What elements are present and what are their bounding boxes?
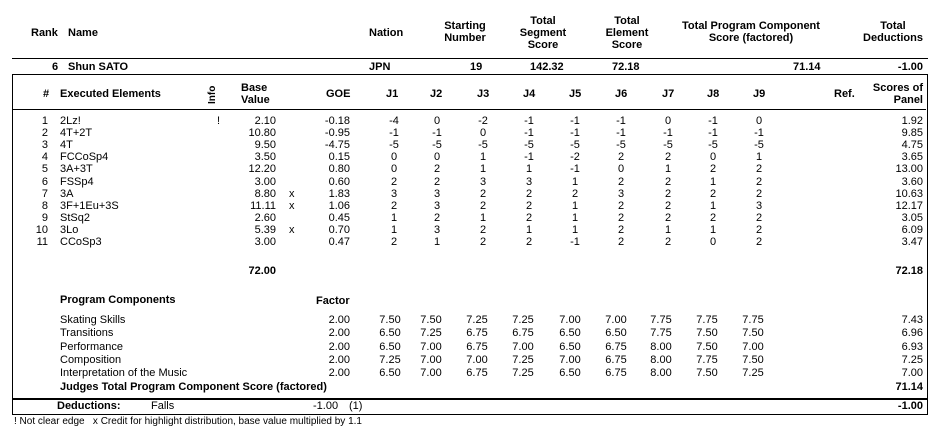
rank-header: Rank bbox=[31, 27, 58, 39]
component-judge-score: 6.50 bbox=[559, 340, 581, 353]
element-judge-score: 2 bbox=[755, 223, 763, 236]
element-judge-score: -1 bbox=[616, 127, 626, 140]
component-judge-score: 7.25 bbox=[512, 314, 534, 326]
element-goe: 1.83 bbox=[328, 187, 350, 200]
component-judge-score: 7.50 bbox=[742, 327, 764, 340]
element-judge-score: 1 bbox=[571, 211, 579, 224]
element-judge-score: 1 bbox=[709, 223, 717, 236]
element-base-value: 11.11 bbox=[250, 199, 276, 212]
factor-header: Factor bbox=[316, 295, 350, 307]
element-judge-score: 2 bbox=[709, 163, 717, 176]
element-judge-score: 2 bbox=[571, 187, 579, 200]
footnote: ! Not clear edge x Credit for highlight distribution, base value multiplied by 1.1 bbox=[14, 416, 362, 427]
component-judge-score: 7.25 bbox=[379, 353, 401, 366]
element-judge-score: 1 bbox=[571, 223, 579, 236]
element-panel-score: 3.65 bbox=[901, 151, 923, 164]
element-number: 1 bbox=[41, 115, 48, 127]
element-goe: -0.18 bbox=[324, 115, 350, 127]
element-base-value: 2.10 bbox=[254, 115, 276, 127]
element-panel-score: 12.17 bbox=[895, 199, 923, 212]
component-name: Transitions bbox=[60, 327, 114, 340]
element-judge-score: 0 bbox=[433, 115, 441, 127]
info-header: Info bbox=[207, 85, 218, 104]
skater-starting-number: 19 bbox=[470, 61, 483, 73]
element-goe: 0.15 bbox=[328, 151, 350, 164]
component-judge-score: 6.50 bbox=[559, 327, 581, 340]
element-bonus-mark: x bbox=[289, 187, 295, 200]
element-judge-score: 1 bbox=[664, 223, 672, 236]
element-judge-score: 2 bbox=[664, 211, 672, 224]
element-goe: 0.70 bbox=[328, 223, 350, 236]
element-judge-score: -5 bbox=[389, 139, 399, 152]
element-judge-score: 1 bbox=[390, 211, 398, 224]
element-base-value: 3.00 bbox=[254, 175, 276, 188]
element-judge-score: -2 bbox=[478, 115, 488, 127]
element-judge-score: -1 bbox=[570, 163, 580, 176]
component-judge-score: 8.00 bbox=[650, 367, 672, 380]
element-judge-score: -1 bbox=[432, 127, 442, 140]
element-judge-score: 0 bbox=[390, 163, 398, 176]
element-judge-score: -5 bbox=[616, 139, 626, 152]
element-judge-score: -5 bbox=[754, 139, 764, 152]
deductions-box bbox=[12, 398, 928, 415]
element-number: 8 bbox=[41, 199, 48, 212]
component-judge-score: 7.00 bbox=[420, 340, 442, 353]
element-goe: 0.60 bbox=[328, 175, 350, 188]
divider bbox=[12, 58, 928, 59]
skater-nation: JPN bbox=[369, 61, 391, 73]
judge-header: J7 bbox=[662, 88, 675, 100]
ref-header: Ref. bbox=[834, 88, 855, 100]
element-name: 4T+2T bbox=[60, 127, 93, 140]
component-judge-score: 7.75 bbox=[650, 314, 672, 326]
name-header: Name bbox=[68, 27, 98, 39]
component-judge-score: 7.50 bbox=[420, 314, 442, 326]
component-judge-score: 7.25 bbox=[512, 367, 534, 380]
element-base-value: 12.20 bbox=[248, 163, 276, 176]
element-judge-score: 2 bbox=[390, 236, 398, 248]
component-judge-score: 8.00 bbox=[650, 353, 672, 366]
element-goe: 0.80 bbox=[328, 163, 350, 176]
element-bonus-mark: x bbox=[289, 223, 295, 236]
component-factor: 2.00 bbox=[328, 340, 350, 353]
element-judge-score: -1 bbox=[524, 115, 534, 127]
element-judge-score: -5 bbox=[708, 139, 718, 152]
element-number: 5 bbox=[41, 163, 48, 176]
skater-deductions: -1.00 bbox=[897, 61, 923, 73]
element-judge-score: -1 bbox=[616, 115, 626, 127]
component-judge-score: 6.50 bbox=[605, 327, 627, 340]
element-judge-score: 2 bbox=[479, 199, 487, 212]
element-base-value: 10.80 bbox=[248, 127, 276, 140]
element-judge-score: 3 bbox=[433, 199, 441, 212]
component-judge-score: 7.75 bbox=[742, 314, 764, 326]
element-number: 3 bbox=[41, 139, 48, 152]
component-panel-score: 6.96 bbox=[901, 327, 923, 340]
element-judge-score: 2 bbox=[617, 211, 625, 224]
element-name: 3A bbox=[60, 187, 74, 200]
element-goe: 0.45 bbox=[328, 211, 350, 224]
element-judge-score: 2 bbox=[664, 199, 672, 212]
element-judge-score: 1 bbox=[433, 236, 441, 248]
base-value-header: Base Value bbox=[241, 82, 270, 106]
element-number: 11 bbox=[36, 236, 48, 248]
component-factor: 2.00 bbox=[328, 367, 350, 380]
element-name: CCoSp3 bbox=[60, 236, 102, 248]
element-judge-score: 1 bbox=[571, 199, 579, 212]
component-judge-score: 6.75 bbox=[512, 327, 534, 340]
element-judge-score: 2 bbox=[433, 163, 441, 176]
component-judge-score: 6.75 bbox=[466, 367, 488, 380]
element-judge-score: 2 bbox=[755, 236, 763, 248]
component-panel-score: 7.43 bbox=[901, 314, 923, 326]
element-judge-score: 3 bbox=[755, 199, 763, 212]
element-judge-score: 1 bbox=[525, 223, 533, 236]
component-judge-score: 7.00 bbox=[559, 314, 581, 326]
element-judge-score: 2 bbox=[664, 151, 672, 164]
judge-header: J6 bbox=[615, 88, 628, 100]
element-judge-score: 1 bbox=[571, 175, 579, 188]
element-judge-score: -1 bbox=[708, 115, 718, 127]
element-judge-score: 2 bbox=[617, 236, 625, 248]
element-number: 4 bbox=[41, 151, 48, 164]
element-judge-score: 0 bbox=[479, 127, 487, 140]
base-value-total: 72.00 bbox=[248, 265, 276, 277]
element-panel-score: 1.92 bbox=[901, 115, 923, 127]
element-judge-score: -1 bbox=[524, 151, 534, 164]
component-judge-score: 7.50 bbox=[379, 314, 401, 326]
element-judge-score: 1 bbox=[525, 163, 533, 176]
skater-name: Shun SATO bbox=[68, 61, 129, 73]
element-judge-score: 2 bbox=[617, 175, 625, 188]
element-judge-score: 3 bbox=[433, 223, 441, 236]
component-judge-score: 7.25 bbox=[420, 327, 442, 340]
judge-header: J4 bbox=[523, 88, 536, 100]
element-base-value: 2.60 bbox=[254, 211, 276, 224]
element-info: ! bbox=[217, 115, 221, 127]
component-panel-score: 7.00 bbox=[901, 367, 923, 380]
judges-total-label: Judges Total Program Component Score (factored) bbox=[60, 381, 327, 393]
component-judge-score: 8.00 bbox=[650, 340, 672, 353]
element-judge-score: 2 bbox=[525, 199, 533, 212]
component-judge-score: 6.75 bbox=[605, 367, 627, 380]
element-judge-score: 0 bbox=[709, 236, 717, 248]
element-judge-score: 2 bbox=[617, 151, 625, 164]
element-name: 3A+3T bbox=[60, 163, 93, 176]
element-judge-score: 2 bbox=[479, 236, 487, 248]
component-judge-score: 6.50 bbox=[379, 367, 401, 380]
component-name: Composition bbox=[60, 353, 122, 366]
scores-of-panel-header: Scores of Panel bbox=[872, 82, 923, 106]
element-judge-score: 3 bbox=[479, 175, 487, 188]
element-judge-score: -5 bbox=[663, 139, 673, 152]
element-goe: 1.06 bbox=[328, 199, 350, 212]
component-judge-score: 6.75 bbox=[605, 340, 627, 353]
element-number: 10 bbox=[35, 223, 48, 236]
element-goe: -0.95 bbox=[324, 127, 350, 140]
component-judge-score: 7.25 bbox=[466, 314, 488, 326]
element-judge-score: 2 bbox=[617, 199, 625, 212]
element-judge-score: 2 bbox=[755, 211, 763, 224]
segment-score-header: Total Segment Score bbox=[519, 15, 567, 51]
element-judge-score: 1 bbox=[664, 163, 672, 176]
element-judge-score: -1 bbox=[570, 127, 580, 140]
element-judge-score: 2 bbox=[433, 175, 441, 188]
element-judge-score: -1 bbox=[524, 127, 534, 140]
deductions-header: Total Deductions bbox=[863, 20, 923, 44]
num-header: # bbox=[43, 88, 50, 100]
goe-header: GOE bbox=[326, 88, 351, 100]
deduction-type: Falls bbox=[151, 400, 175, 412]
deductions-label: Deductions: bbox=[57, 400, 121, 412]
panel-total: 72.18 bbox=[895, 265, 923, 277]
element-judge-score: -4 bbox=[389, 115, 399, 127]
element-judge-score: 2 bbox=[433, 211, 441, 224]
element-judge-score: -1 bbox=[570, 236, 580, 248]
element-base-value: 9.50 bbox=[254, 139, 276, 152]
deduction-value: -1.00 bbox=[313, 400, 339, 412]
component-name: Interpretation of the Music bbox=[60, 367, 188, 380]
element-panel-score: 3.60 bbox=[901, 175, 923, 188]
element-name: FSSp4 bbox=[60, 175, 94, 188]
element-judge-score: 1 bbox=[709, 175, 717, 188]
element-number: 2 bbox=[41, 127, 48, 140]
program-components-title: Program Components bbox=[60, 294, 176, 306]
starting-number-header: Starting Number bbox=[444, 20, 486, 44]
element-name: StSq2 bbox=[60, 211, 90, 224]
component-judge-score: 7.25 bbox=[742, 367, 764, 380]
element-number: 6 bbox=[41, 175, 48, 188]
element-judge-score: 1 bbox=[390, 223, 398, 236]
component-factor: 2.00 bbox=[328, 353, 350, 366]
component-judge-score: 7.00 bbox=[420, 353, 442, 366]
element-name: 3Lo bbox=[60, 223, 79, 236]
component-judge-score: 7.75 bbox=[650, 327, 672, 340]
element-judge-score: -1 bbox=[663, 127, 673, 140]
element-name: FCCoSp4 bbox=[60, 151, 109, 164]
skater-element-score: 72.18 bbox=[612, 61, 640, 73]
component-judge-score: 6.50 bbox=[379, 327, 401, 340]
component-factor: 2.00 bbox=[328, 327, 350, 340]
element-name: 4T bbox=[60, 139, 73, 152]
pcs-header: Total Program Component Score (factored) bbox=[682, 20, 820, 44]
element-judge-score: 0 bbox=[755, 115, 763, 127]
element-name: 2Lz! bbox=[60, 115, 81, 127]
judges-total-value: 71.14 bbox=[895, 381, 923, 393]
component-judge-score: 7.25 bbox=[512, 353, 534, 366]
element-base-value: 8.80 bbox=[254, 187, 276, 200]
deduction-count: (1) bbox=[349, 400, 363, 412]
element-number: 7 bbox=[41, 187, 48, 200]
element-judge-score: 2 bbox=[664, 175, 672, 188]
element-judge-score: 2 bbox=[525, 211, 533, 224]
element-judge-score: 1 bbox=[709, 199, 717, 212]
element-panel-score: 13.00 bbox=[895, 163, 923, 176]
component-judge-score: 7.00 bbox=[420, 367, 442, 380]
element-judge-score: 3 bbox=[525, 175, 533, 188]
skater-pcs: 71.14 bbox=[793, 61, 821, 73]
element-judge-score: 2 bbox=[709, 187, 717, 200]
component-judge-score: 7.00 bbox=[559, 353, 581, 366]
element-goe: 0.47 bbox=[328, 236, 350, 248]
element-judge-score: 2 bbox=[525, 187, 533, 200]
element-base-value: 3.50 bbox=[254, 151, 276, 164]
element-judge-score: -5 bbox=[478, 139, 488, 152]
element-judge-score: 2 bbox=[390, 199, 398, 212]
component-factor: 2.00 bbox=[328, 314, 350, 326]
deductions-total: -1.00 bbox=[897, 400, 923, 412]
judge-header: J5 bbox=[569, 88, 582, 100]
component-judge-score: 7.75 bbox=[696, 353, 718, 366]
element-judge-score: 2 bbox=[664, 187, 672, 200]
component-judge-score: 6.75 bbox=[605, 353, 627, 366]
element-judge-score: 1 bbox=[755, 151, 763, 164]
element-judge-score: -5 bbox=[524, 139, 534, 152]
component-judge-score: 7.50 bbox=[696, 340, 718, 353]
component-judge-score: 6.75 bbox=[466, 327, 488, 340]
element-judge-score: 0 bbox=[433, 151, 441, 164]
skater-segment-score: 142.32 bbox=[530, 61, 564, 73]
judge-header: J8 bbox=[707, 88, 720, 100]
element-judge-score: 2 bbox=[755, 163, 763, 176]
component-judge-score: 7.00 bbox=[605, 314, 627, 326]
component-panel-score: 6.93 bbox=[901, 340, 923, 353]
component-name: Skating Skills bbox=[60, 314, 126, 326]
component-judge-score: 7.75 bbox=[696, 314, 718, 326]
element-judge-score: 2 bbox=[479, 223, 487, 236]
element-panel-score: 3.47 bbox=[901, 236, 923, 248]
element-base-value: 5.39 bbox=[254, 223, 276, 236]
component-judge-score: 6.50 bbox=[379, 340, 401, 353]
element-judge-score: 1 bbox=[479, 151, 487, 164]
executed-elements-header: Executed Elements bbox=[60, 88, 161, 100]
element-judge-score: -1 bbox=[708, 127, 718, 140]
element-number: 9 bbox=[41, 211, 48, 224]
element-judge-score: 0 bbox=[390, 151, 398, 164]
element-score-header: Total Element Score bbox=[605, 15, 649, 51]
element-judge-score: -1 bbox=[570, 115, 580, 127]
element-judge-score: 0 bbox=[617, 163, 625, 176]
component-judge-score: 6.75 bbox=[466, 340, 488, 353]
element-judge-score: 2 bbox=[664, 236, 672, 248]
element-judge-score: 3 bbox=[390, 187, 398, 200]
element-name: 3F+1Eu+3S bbox=[60, 199, 119, 212]
element-panel-score: 3.05 bbox=[901, 211, 923, 224]
element-judge-score: -2 bbox=[570, 151, 580, 164]
element-judge-score: -5 bbox=[570, 139, 580, 152]
element-judge-score: 2 bbox=[525, 236, 533, 248]
skater-rank: 6 bbox=[52, 61, 59, 73]
element-panel-score: 6.09 bbox=[901, 223, 923, 236]
element-panel-score: 9.85 bbox=[901, 127, 923, 140]
element-panel-score: 4.75 bbox=[901, 139, 923, 152]
element-judge-score: 0 bbox=[709, 151, 717, 164]
component-panel-score: 7.25 bbox=[901, 353, 923, 366]
element-panel-score: 10.63 bbox=[895, 187, 923, 200]
component-name: Performance bbox=[60, 340, 123, 353]
element-judge-score: 3 bbox=[617, 187, 625, 200]
component-judge-score: 7.00 bbox=[466, 353, 488, 366]
element-judge-score: 1 bbox=[479, 163, 487, 176]
element-base-value: 3.00 bbox=[254, 236, 276, 248]
element-judge-score: 1 bbox=[479, 211, 487, 224]
component-judge-score: 7.50 bbox=[742, 353, 764, 366]
element-judge-score: 3 bbox=[433, 187, 441, 200]
element-judge-score: 2 bbox=[709, 211, 717, 224]
element-judge-score: 0 bbox=[664, 115, 672, 127]
element-judge-score: -1 bbox=[389, 127, 399, 140]
element-goe: -4.75 bbox=[324, 139, 350, 152]
element-judge-score: 2 bbox=[479, 187, 487, 200]
component-judge-score: 7.00 bbox=[512, 340, 534, 353]
component-judge-score: 7.00 bbox=[742, 340, 764, 353]
nation-header: Nation bbox=[369, 27, 404, 39]
element-judge-score: 2 bbox=[755, 187, 763, 200]
divider bbox=[12, 109, 926, 110]
judge-header: J1 bbox=[386, 88, 399, 100]
element-judge-score: -1 bbox=[754, 127, 764, 140]
judge-header: J3 bbox=[477, 88, 490, 100]
element-judge-score: 2 bbox=[617, 223, 625, 236]
component-judge-score: 7.50 bbox=[696, 367, 718, 380]
component-judge-score: 6.50 bbox=[559, 367, 581, 380]
element-judge-score: 2 bbox=[390, 175, 398, 188]
judge-header: J9 bbox=[753, 88, 766, 100]
element-judge-score: -5 bbox=[432, 139, 442, 152]
component-judge-score: 7.50 bbox=[696, 327, 718, 340]
element-bonus-mark: x bbox=[289, 199, 295, 212]
judge-header: J2 bbox=[430, 88, 443, 100]
element-judge-score: 2 bbox=[755, 175, 763, 188]
